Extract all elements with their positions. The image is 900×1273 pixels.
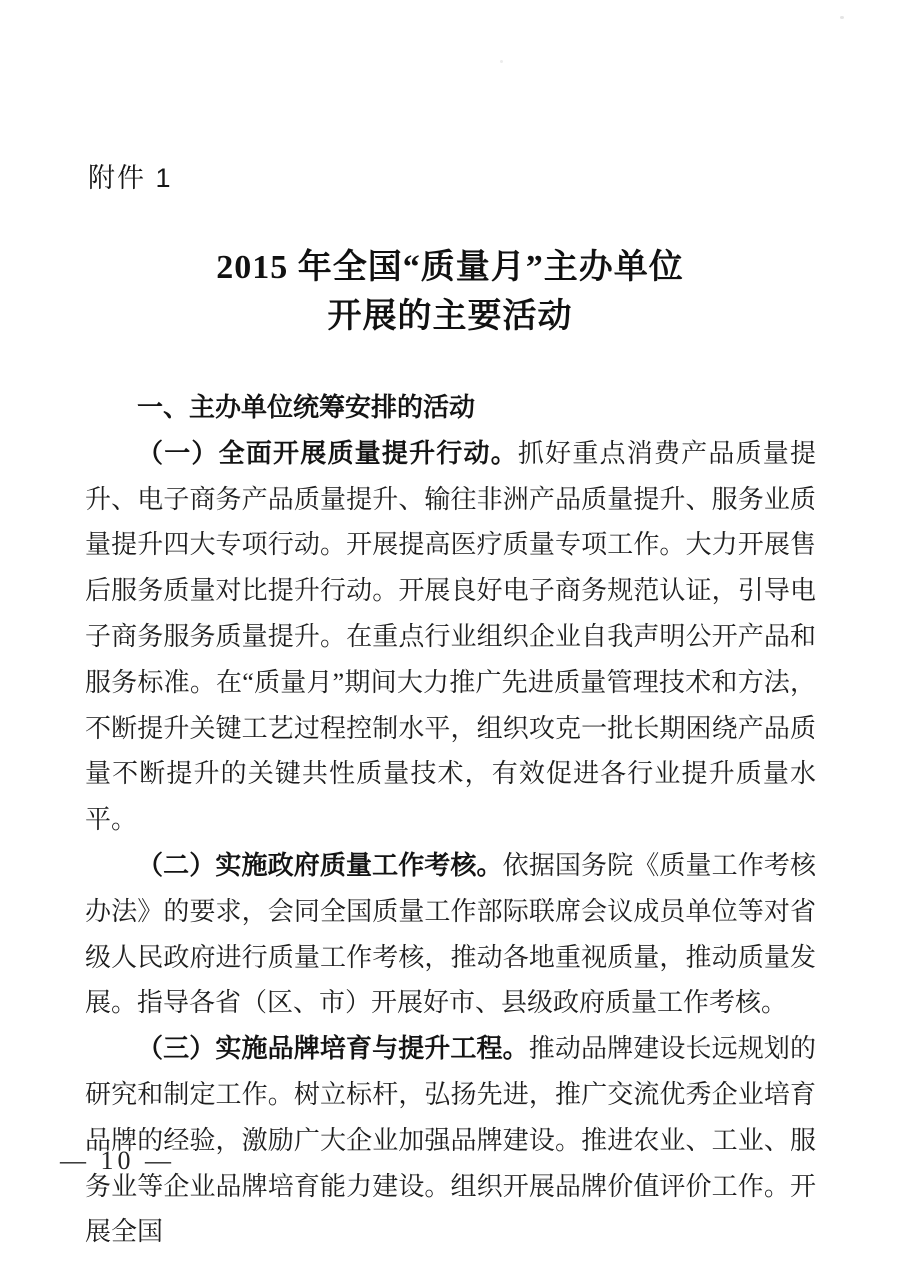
scan-speck	[500, 60, 503, 63]
paragraph-2-lead: （二）实施政府质量工作考核。	[137, 850, 503, 880]
document-title	[0, 243, 900, 341]
paragraph-2-text: 依据国务院《质量工作考核办法》的要求，会同全国质量工作部际联席会议成员单位等对省级人民政府进行质量工作考核，推动各地重视质量，推动质量发展。指导各省（区、市）开展好市、县级政府质量工作考核。	[85, 850, 816, 1018]
paragraph-1-lead: （一）全面开展质量提升行动。	[137, 438, 518, 468]
paragraph-3	[85, 1026, 816, 1255]
paragraph-3-lead: （三）实施品牌培育与提升工程。	[137, 1034, 529, 1064]
attachment-label: 附件 1	[88, 163, 173, 193]
paragraph-1-text: 抓好重点消费产品质量提升、电子商务产品质量提升、输往非洲产品质量提升、服务业质量提升四大专项行动。开展提高医疗质量专项工作。大力开展售后服务质量对比提升行动。开展良好电子商务规范认证，引导电子商务服务质量提升。在重点行业组织企业自我声明公开产品和服务标准。在“质量月”期间大力推广先进质量管理技术和方法，不断提升关键工艺过程控制水平，组织攻克一批长期困绕产品质量不断提升的关键共性质量技术，有效促进各行业提升质量水平。	[85, 438, 816, 835]
paragraph-3-text: 推动品牌建设长远规划的研究和制定工作。树立标杆，弘扬先进，推广交流优秀企业培育品牌的经验，激励广大企业加强品牌建设。推进农业、工业、服务业等企业品牌培育能力建设。组织开展品牌价值评价工作。开展全国	[85, 1034, 816, 1247]
section-heading: 一、主办单位统筹安排的活动	[137, 392, 476, 422]
document-body	[85, 385, 816, 1255]
document-title-line-2: 开展的主要活动	[327, 298, 573, 335]
document-title-line-1: 2015 年全国“质量月”主办单位	[216, 249, 684, 286]
page-number: — 10 —	[60, 1146, 175, 1175]
scan-speck	[840, 16, 844, 19]
paragraph-2	[85, 843, 816, 1026]
paragraph-1	[85, 431, 816, 843]
